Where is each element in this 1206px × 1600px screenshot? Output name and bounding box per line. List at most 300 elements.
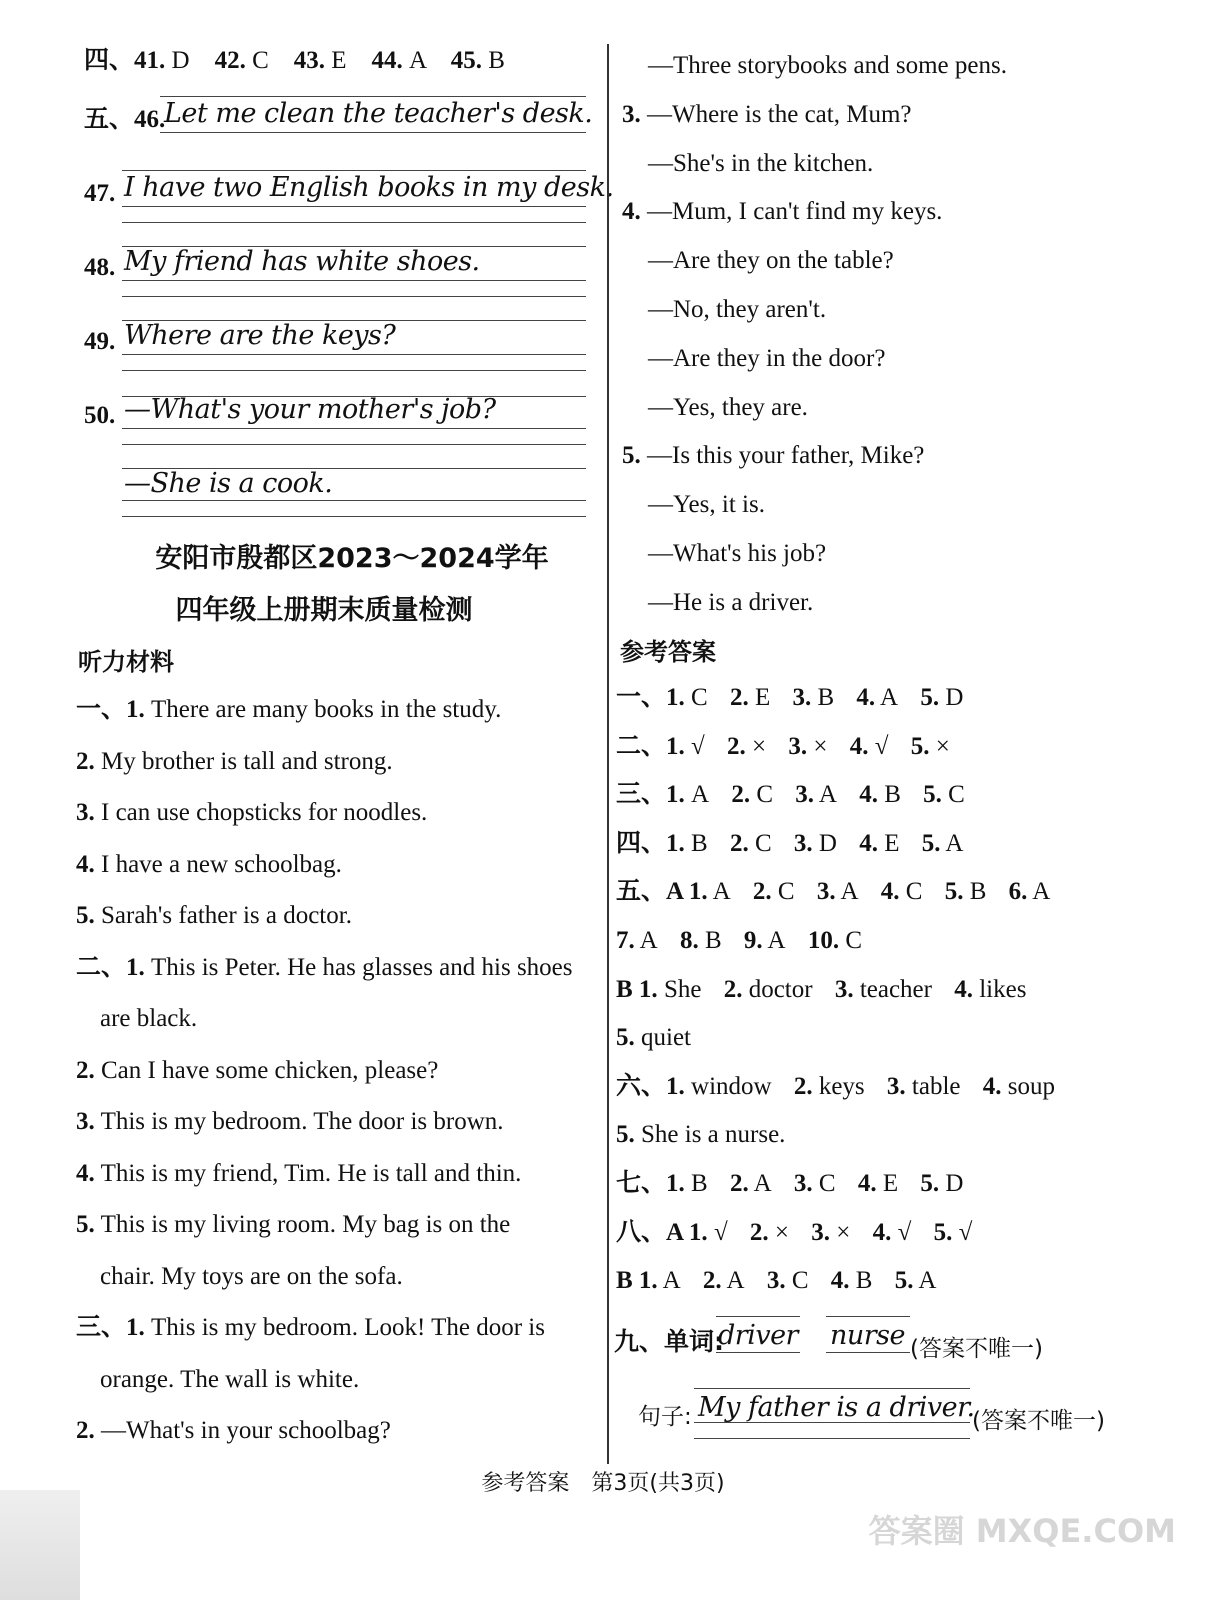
question-number: 3. xyxy=(811,1218,831,1246)
answer-value: doctor xyxy=(748,975,813,1003)
question-number: 41. xyxy=(134,47,166,74)
answer-key-row xyxy=(616,974,1042,1006)
listening-line xyxy=(100,1003,197,1035)
answer-item xyxy=(616,878,731,905)
answer-value: A xyxy=(767,927,786,954)
question-number: 4. xyxy=(859,829,878,857)
answer-value: A xyxy=(409,47,426,74)
dialogue-line xyxy=(622,99,912,131)
handwritten-answer-46: Let me clean the teacher's desk. xyxy=(164,98,593,129)
question-number: 5. xyxy=(923,781,942,809)
answer-value: C xyxy=(818,1170,836,1197)
answer-key-row xyxy=(616,1217,988,1249)
answer-key-row xyxy=(616,1022,707,1054)
answer-value: B xyxy=(704,927,722,954)
answer-value: A xyxy=(818,781,837,809)
answer-item xyxy=(923,781,965,808)
answer-value: likes xyxy=(979,975,1027,1003)
answer-item xyxy=(727,733,766,760)
answer-item xyxy=(750,1219,789,1246)
exam-title-line1: 安阳市殷都区2023～2024学年 xyxy=(155,543,549,574)
question-number: 5. xyxy=(910,732,930,760)
answer-value: window xyxy=(691,1072,772,1100)
question-number: 5. xyxy=(616,1121,635,1149)
answer-item xyxy=(794,830,837,857)
answer-item xyxy=(744,927,786,954)
answer-item xyxy=(954,976,1026,1003)
dialogue-line xyxy=(648,294,826,326)
question-number: 45. xyxy=(450,47,482,74)
answer-item xyxy=(856,684,898,711)
answer-value: × xyxy=(813,732,828,760)
listening-line xyxy=(76,849,342,881)
handwritten-answer-49: Where are the keys? xyxy=(124,320,396,351)
question-number: 2. xyxy=(729,1170,749,1197)
answer-item xyxy=(835,976,932,1003)
answer-value: C xyxy=(754,829,772,857)
listening-text: Sarah's father is a doctor. xyxy=(101,902,352,929)
answer-value: She is a nurse. xyxy=(641,1121,786,1149)
ruled-line xyxy=(122,370,586,371)
answer-value: table xyxy=(911,1072,961,1100)
question-number: 2. xyxy=(702,1267,722,1295)
question-number: 4. xyxy=(859,781,878,809)
dialogue-text: —No, they aren't. xyxy=(648,296,827,323)
answer-value: B xyxy=(817,684,835,711)
question-number: 2. xyxy=(793,1072,813,1100)
answer-item xyxy=(753,878,795,905)
dialogue-line xyxy=(648,245,894,277)
answer-value: × xyxy=(836,1218,851,1246)
listening-line xyxy=(76,797,427,829)
answer-item xyxy=(859,781,901,808)
question-number: 3. xyxy=(793,829,813,857)
listening-line xyxy=(76,694,501,726)
handwritten-answer-47: I have two English books in my desk. xyxy=(124,172,614,203)
writing-label-47: 47. xyxy=(84,180,116,207)
listening-text: orange. The wall is white. xyxy=(100,1365,360,1393)
question-number: 4. xyxy=(857,1170,877,1197)
answer-value: E xyxy=(331,47,347,74)
ruled-line xyxy=(826,1316,910,1317)
ruled-line xyxy=(122,468,586,469)
writing-label-46: 五、46. xyxy=(84,106,166,133)
listening-text: Can I have some chicken, please? xyxy=(101,1056,439,1084)
exam-title-line2: 四年级上册期末质量检测 xyxy=(175,595,473,626)
answer-item xyxy=(616,781,709,808)
answer-item xyxy=(724,976,813,1003)
question-number: 2. xyxy=(727,732,746,760)
answer-item xyxy=(850,733,889,760)
answer-value: E xyxy=(884,829,900,857)
question-number: 五、A 1. xyxy=(616,878,708,906)
answer-item xyxy=(920,1170,963,1197)
question-number: 2. xyxy=(729,684,749,711)
question-number: 3. xyxy=(793,1170,813,1197)
ruled-line xyxy=(122,320,586,321)
q9-word1: driver xyxy=(718,1320,798,1351)
listening-heading: 听力材料 xyxy=(78,648,174,676)
answer-value: C xyxy=(845,927,862,954)
ruled-line xyxy=(826,1352,910,1353)
question-number: 43. xyxy=(293,47,326,74)
listening-text: I can use chopsticks for noodles. xyxy=(101,799,428,826)
answer-item xyxy=(616,733,705,760)
ruled-line xyxy=(716,1316,800,1317)
answer-item xyxy=(858,1170,898,1197)
q9-sentence: My father is a driver. xyxy=(698,1392,975,1423)
listening-text: My brother is tall and strong. xyxy=(101,747,393,775)
q9-label: 九、单词: xyxy=(614,1327,724,1356)
question-number: 7. xyxy=(616,927,635,954)
answer-item xyxy=(788,733,827,760)
question-number: 3. xyxy=(788,732,808,760)
ruled-line xyxy=(122,296,586,297)
ruled-line xyxy=(122,516,586,517)
question-number: 4. xyxy=(830,1267,850,1295)
question-number: 2. xyxy=(752,878,772,906)
answer-value: D xyxy=(171,47,190,74)
question-number: 七、1. xyxy=(616,1170,685,1197)
answer-key-row xyxy=(616,876,1066,908)
ruled-line xyxy=(160,96,586,97)
question-number: 3. xyxy=(795,781,815,809)
dialogue-text: —Are they in the door? xyxy=(648,344,886,372)
question-number: 5. xyxy=(622,442,641,470)
answer-item xyxy=(811,1219,850,1246)
answer-value: A xyxy=(945,829,964,857)
question-number: 4. xyxy=(622,198,641,226)
ruled-line xyxy=(122,354,586,355)
answer-item xyxy=(730,684,770,711)
answer-item xyxy=(859,830,899,857)
question-number: 9. xyxy=(743,927,763,954)
answer-item xyxy=(616,927,658,954)
answer-value: C xyxy=(756,781,774,809)
answer-value: A xyxy=(639,927,658,954)
listening-text: This is my bedroom. Look! The door is xyxy=(151,1314,545,1341)
answer-item xyxy=(730,1170,772,1197)
dialogue-text: —Yes, they are. xyxy=(648,393,808,421)
ruled-line xyxy=(694,1438,970,1439)
answer-value: √ xyxy=(713,1218,728,1246)
answer-key-row xyxy=(616,779,981,811)
question-number: 3. xyxy=(622,100,641,128)
answer-item xyxy=(616,1073,772,1100)
dialogue-text: —Is this your father, Mike? xyxy=(647,442,925,470)
dialogue-line xyxy=(648,538,826,570)
answer-value: She xyxy=(663,975,702,1003)
answer-item xyxy=(616,1024,691,1051)
answer-item xyxy=(616,976,701,1003)
answer-value: A xyxy=(1032,878,1051,906)
question-number: 八、A 1. xyxy=(616,1218,708,1246)
handwritten-answer-50: —What's your mother's job? xyxy=(124,394,496,425)
listening-text: This is my bedroom. The door is brown. xyxy=(100,1108,504,1135)
question-number: B 1. xyxy=(616,975,658,1003)
watermark: 答案圈 MXQE.COM xyxy=(868,1512,1176,1550)
question-number: 4. xyxy=(982,1072,1002,1100)
question-number: 三、1. xyxy=(616,781,685,809)
question-number: 5. xyxy=(944,878,964,906)
answer-value: soup xyxy=(1007,1072,1055,1100)
answer-value: B xyxy=(488,47,505,74)
answer-value: √ xyxy=(874,732,889,760)
ruled-line xyxy=(694,1422,970,1423)
question-number: 3. xyxy=(76,799,95,826)
column-divider xyxy=(607,44,609,1464)
question-number: 5. xyxy=(921,829,941,857)
listening-text: —What's in your schoolbag? xyxy=(101,1417,391,1444)
answer-row-41-45 xyxy=(84,44,505,77)
answer-value: C xyxy=(252,47,269,74)
ruled-line xyxy=(122,428,586,429)
answer-item xyxy=(1009,878,1051,905)
answer-key-row xyxy=(616,925,878,957)
answer-key-row xyxy=(616,682,979,714)
answer-value: A xyxy=(753,1170,772,1197)
listening-line xyxy=(76,1312,545,1344)
dialogue-line xyxy=(648,343,885,375)
question-number: 2. xyxy=(76,1417,95,1444)
q9-sentence-label: 句子: xyxy=(638,1404,692,1430)
ruled-line xyxy=(122,170,586,171)
listening-line xyxy=(76,1209,510,1241)
dialogue-text: —Where is the cat, Mum? xyxy=(647,100,912,128)
answer-key-row xyxy=(616,1071,1071,1103)
question-number: 5. xyxy=(616,1024,635,1052)
question-number: 5. xyxy=(894,1267,914,1295)
dialogue-text: —Mum, I can't find my keys. xyxy=(647,198,943,226)
ruled-line xyxy=(122,206,586,207)
answer-item xyxy=(873,1219,912,1246)
answer-value: B xyxy=(855,1267,873,1295)
ruled-line xyxy=(122,280,586,281)
question-number: 2. xyxy=(76,1056,95,1084)
listening-text: are black. xyxy=(100,1005,198,1032)
writing-label-50: 50. xyxy=(84,402,116,429)
handwritten-answer-48: My friend has white shoes. xyxy=(124,246,480,277)
answer-item xyxy=(767,1267,809,1294)
answer-value: B xyxy=(884,781,901,809)
dialogue-text: —She's in the kitchen. xyxy=(648,149,874,177)
answer-item xyxy=(616,1219,728,1246)
answer-value: C xyxy=(791,1267,809,1295)
answer-key-heading: 参考答案 xyxy=(620,638,716,666)
question-number: 4. xyxy=(954,975,973,1003)
answer-value: A xyxy=(691,781,710,809)
question-number: 42. xyxy=(214,47,246,74)
listening-text: I have a new schoolbag. xyxy=(101,850,342,878)
answer-value: C xyxy=(905,878,923,906)
answer-value: teacher xyxy=(859,975,932,1003)
dialogue-text: —He is a driver. xyxy=(648,588,814,616)
answer-key-row xyxy=(616,731,966,763)
answer-value: × xyxy=(935,732,950,760)
ruled-line xyxy=(122,396,586,397)
listening-line xyxy=(76,1158,521,1190)
answer-item xyxy=(794,1073,865,1100)
ruled-line xyxy=(716,1352,800,1353)
q9-word2: nurse xyxy=(830,1320,906,1351)
listening-line xyxy=(76,1055,438,1087)
listening-text: chair. My toys are on the sofa. xyxy=(100,1262,403,1290)
question-number: 4. xyxy=(880,878,900,906)
answer-item xyxy=(703,1267,745,1294)
section-label: 四、 xyxy=(84,45,135,74)
answer-item xyxy=(792,684,834,711)
dialogue-line xyxy=(622,440,924,472)
question-number: 10. xyxy=(807,927,840,954)
question-number: 5. xyxy=(76,1211,95,1238)
question-number: 3. xyxy=(886,1072,906,1100)
answer-item xyxy=(831,1267,873,1294)
answer-value: A xyxy=(726,1267,745,1295)
answer-value: C xyxy=(691,684,708,711)
question-number: 六、1. xyxy=(616,1072,685,1100)
ruled-line xyxy=(694,1388,970,1389)
answer-item xyxy=(680,927,722,954)
listening-text: This is Peter. He has glasses and his shoes xyxy=(151,953,573,981)
writing-label-48: 48. xyxy=(84,254,116,281)
answer-key-row xyxy=(616,828,979,860)
question-number: 三、1. xyxy=(76,1314,145,1341)
answer-value: √ xyxy=(897,1218,912,1246)
answer-item xyxy=(817,878,859,905)
listening-line xyxy=(100,1261,403,1293)
answer-item xyxy=(616,1267,681,1294)
answer-item xyxy=(616,1121,785,1148)
answer-value: E xyxy=(882,1170,899,1197)
listening-line xyxy=(76,746,393,778)
question-number: 一、1. xyxy=(616,684,685,711)
answer-item xyxy=(730,830,772,857)
answer-item xyxy=(945,878,987,905)
answer-key-row xyxy=(616,1119,801,1151)
dialogue-text: —What's his job? xyxy=(648,540,827,567)
answer-item xyxy=(895,1267,937,1294)
answer-value: B xyxy=(969,878,987,906)
question-number: 5. xyxy=(933,1218,953,1246)
dialogue-line xyxy=(648,50,1007,82)
answer-item xyxy=(808,927,862,954)
answer-value: C xyxy=(777,878,795,906)
dialogue-line xyxy=(648,392,808,424)
listening-line xyxy=(76,1106,504,1138)
answer-value: A xyxy=(712,878,731,906)
question-number: 2. xyxy=(729,829,749,857)
question-number: 5. xyxy=(76,902,95,929)
question-number: 4. xyxy=(76,850,95,878)
answer-key-row xyxy=(616,1168,979,1200)
answer-item xyxy=(616,684,708,711)
question-number: 4. xyxy=(856,684,876,711)
answer-value: A xyxy=(880,684,899,711)
question-number: 2. xyxy=(76,747,95,775)
question-number: 6. xyxy=(1008,878,1028,906)
question-number: 一、1. xyxy=(76,696,145,723)
q9-words-row xyxy=(614,1326,724,1359)
question-number: 5. xyxy=(920,684,940,711)
listening-line xyxy=(76,1415,391,1447)
answer-item xyxy=(983,1073,1055,1100)
answer-value: C xyxy=(948,781,965,809)
dialogue-text: —Yes, it is. xyxy=(648,491,765,519)
listening-line xyxy=(76,900,352,932)
answer-value: quiet xyxy=(641,1024,691,1052)
question-number: 2. xyxy=(731,781,751,809)
answer-value: D xyxy=(945,684,964,711)
answer-value: B xyxy=(691,829,708,857)
answer-item xyxy=(920,684,963,711)
answer-item xyxy=(794,1170,836,1197)
answer-item xyxy=(881,878,923,905)
question-number: 4. xyxy=(872,1218,892,1246)
scan-artifact xyxy=(0,1490,80,1600)
listening-line xyxy=(100,1364,359,1396)
ruled-line xyxy=(122,500,586,501)
listening-text: There are many books in the study. xyxy=(151,696,502,723)
dialogue-text: —Three storybooks and some pens. xyxy=(648,52,1007,79)
question-number: 3. xyxy=(76,1108,95,1135)
dialogue-line xyxy=(648,148,873,180)
handwritten-answer-50b: —She is a cook. xyxy=(124,468,333,499)
answer-value: keys xyxy=(818,1072,865,1100)
answer-value: B xyxy=(691,1170,708,1197)
question-number: 5. xyxy=(920,1170,940,1197)
listening-line xyxy=(76,952,573,984)
listening-text: This is my friend, Tim. He is tall and thin. xyxy=(100,1159,522,1187)
answer-value: A xyxy=(840,878,859,906)
answer-item xyxy=(887,1073,961,1100)
ruled-line xyxy=(122,246,586,247)
q9-sentence-note: (答案不唯一) xyxy=(972,1408,1105,1434)
answer-key-row xyxy=(616,1265,952,1297)
question-number: 4. xyxy=(849,732,869,760)
writing-label-49: 49. xyxy=(84,328,116,355)
dialogue-line xyxy=(622,196,942,228)
answer-item xyxy=(616,1170,708,1197)
answer-value: D xyxy=(818,829,837,857)
answer-item xyxy=(911,733,950,760)
question-number: 8. xyxy=(679,927,699,954)
answer-item xyxy=(795,781,837,808)
page-footer: 参考答案 第3页(共3页) xyxy=(481,1471,725,1496)
answer-item xyxy=(922,830,964,857)
answer-value: A xyxy=(662,1267,681,1295)
question-number: 二、1. xyxy=(76,953,145,981)
question-number: 3. xyxy=(816,878,836,906)
dialogue-line xyxy=(648,587,813,619)
q9-note: (答案不唯一) xyxy=(910,1336,1043,1362)
question-number: 2. xyxy=(723,975,743,1003)
question-number: 二、1. xyxy=(616,732,685,760)
answer-value: √ xyxy=(691,732,705,760)
answer-value: A xyxy=(918,1267,937,1295)
ruled-line xyxy=(122,444,586,445)
question-number: 44. xyxy=(371,47,403,74)
answer-item xyxy=(934,1219,973,1246)
dialogue-text: —Are they on the table? xyxy=(648,247,894,275)
question-number: 3. xyxy=(834,975,854,1003)
answer-item xyxy=(731,781,773,808)
dialogue-line xyxy=(648,489,765,521)
question-number: 3. xyxy=(766,1267,786,1295)
answer-value: × xyxy=(752,732,767,760)
answer-value: × xyxy=(774,1218,790,1246)
question-number: 4. xyxy=(76,1159,95,1187)
question-number: B 1. xyxy=(616,1267,658,1295)
